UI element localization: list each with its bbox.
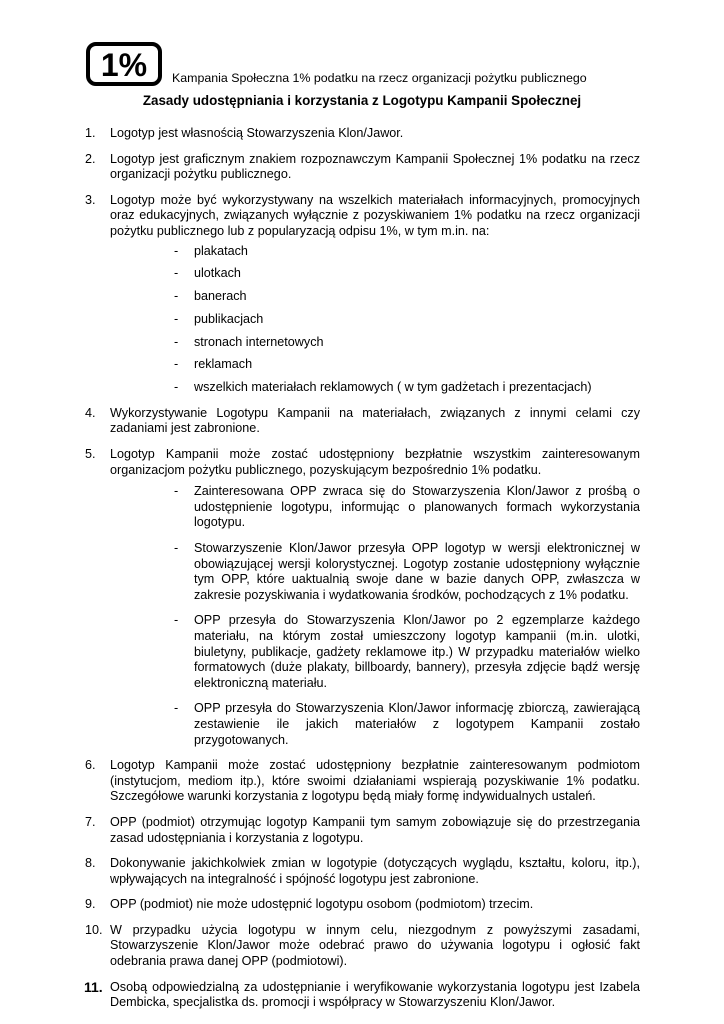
rule-text: Wykorzystywanie Logotypu Kampanii na materiałach, związanych z innymi celami czy zadaniami jest zabronione. — [110, 405, 640, 436]
page-title: Zasady udostępniania i korzystania z Logotypu Kampanii Społecznej — [142, 93, 582, 108]
campaign-logo — [86, 42, 162, 86]
rule-number: 6. — [85, 758, 96, 773]
rule-number: 5. — [85, 447, 96, 462]
logo-text: 1% — [100, 47, 148, 83]
rule-item-11 — [82, 980, 640, 1011]
list-item: - reklamach — [174, 357, 640, 373]
rule-text: Osobą odpowiedzialną za udostępnianie i weryfikowanie wykorzystania logotypu jest Izabela Dembicka, specjalistka ds. promocji i współpracy w Stowarzyszeniu Klon/Jawor. — [110, 979, 640, 1010]
list-item: - Zainteresowana OPP zwraca się do Stowarzyszenia Klon/Jawor z prośbą o udostępnienie logotypu, informując o planowanych formach wykorzystania logotypu. — [174, 484, 640, 531]
rule-number: 2. — [85, 151, 96, 166]
rule-item-7 — [82, 815, 640, 846]
rule-item-1 — [82, 126, 640, 142]
list-item: - publikacjach — [174, 312, 640, 328]
procedure-list — [110, 484, 640, 748]
rule-item-9 — [82, 897, 640, 913]
rule-text: Logotyp jest własnością Stowarzyszenia Klon/Jawor. — [110, 126, 404, 140]
rule-text: Logotyp jest graficznym znakiem rozpoznawczym Kampanii Społecznej 1% podatku na rzecz organizacji pożytku publicznego. — [110, 151, 640, 182]
rule-number: 11. — [84, 978, 103, 995]
rule-number: 9. — [85, 897, 96, 912]
rule-number: 7. — [85, 814, 96, 829]
rule-item-6 — [82, 758, 640, 805]
rule-text: OPP (podmiot) otrzymując logotyp Kampanii tym samym zobowiązuje się do przestrzegania zasad udostępniania i korzystania z logotypu. — [110, 814, 640, 845]
rule-text: W przypadku użycia logotypu w innym celu, niezgodnym z powyższymi zasadami, Stowarzyszenie Klon/Jawor może odebrać prawo do używania logotypu i ogłosić fakt odebrania prawa danej OPP (podmiotowi). — [110, 922, 640, 969]
rule-number: 8. — [85, 856, 96, 871]
list-item: - banerach — [174, 289, 640, 305]
rule-text: OPP (podmiot) nie może udostępnić logotypu osobom (podmiotom) trzecim. — [110, 897, 534, 912]
list-item: - stronach internetowych — [174, 335, 640, 351]
usage-list — [110, 244, 640, 396]
rule-number: 4. — [85, 405, 96, 420]
list-item: - plakatach — [174, 244, 640, 260]
campaign-line: Kampania Społeczna 1% podatku na rzecz organizacji pożytku publicznego — [172, 71, 587, 85]
rule-number: 3. — [85, 192, 96, 207]
rule-number: 1. — [85, 126, 96, 140]
list-item: - OPP przesyła do Stowarzyszenia Klon/Jawor informację zbiorczą, zawierającą zestawienie ile jakich materiałów z logotypem Kampanii zostało przygotowanych. — [174, 701, 640, 748]
rule-item-4 — [82, 406, 640, 437]
rule-item-2 — [82, 152, 640, 183]
rule-text: Logotyp może być wykorzystywany na wszelkich materiałach informacyjnych, promocyjnych oraz edukacyjnych, związanych wyłącznie z pozyskiwaniem 1% podatku na rzecz organizacji pożytku publicznego lub z popularyzacją odpisu 1%, w tym m.in. na: — [110, 192, 640, 238]
rule-item-3 — [82, 193, 640, 396]
list-item: - ulotkach — [174, 266, 640, 282]
list-item: - wszelkich materiałach reklamowych ( w tym gadżetach i prezentacjach) — [174, 380, 640, 396]
rule-text: Logotyp Kampanii może zostać udostępniony bezpłatnie zainteresowanym podmiotom (instytucjom, mediom itp.), które swoimi działaniami wspierają pozyskiwanie 1% podatku. Szczegółowe warunki korzystania z logotypu będą miały formę indywidualnych ustaleń. — [110, 758, 640, 804]
rule-text: Dokonywanie jakichkolwiek zmian w logotypie (dotyczących wyglądu, kształtu, koloru, itp.), wpływających na integralność i spójność logotypu jest zabronione. — [110, 856, 640, 886]
rule-item-5 — [82, 447, 640, 748]
list-item: - Stowarzyszenie Klon/Jawor przesyła OPP logotyp w wersji elektronicznej w obowiązującej wersji kolorystycznej. Logotyp zostanie udostępniony wyłącznie tym OPP, które uaktualnią swoje dane w bazie danych OPP, zwłaszcza w zakresie pozyskiwania i wydatkowania środków, pochodzących z 1% podatku. — [174, 541, 640, 603]
rule-text: Logotyp Kampanii może zostać udostępniony bezpłatnie wszystkim zainteresowanym organizacjom pożytku publicznego, pozyskującym bezpośrednio 1% podatku. — [110, 447, 640, 477]
rule-item-8 — [82, 856, 640, 887]
rules-list — [82, 126, 640, 1021]
rule-number: 10. — [85, 922, 103, 937]
rule-item-10 — [82, 923, 640, 970]
list-item: - OPP przesyła do Stowarzyszenia Klon/Jawor po 2 egzemplarze każdego materiału, na którym został umieszczony logotyp kampanii (m.in. ulotki, biuletyny, publikacje, gadżety reklamowe itp.) W przypadku materiałów wielko formatowych (duże plakaty, billboardy, bannery), przesyła zdjęcie bądź wersję elektroniczną materiału. — [174, 613, 640, 691]
